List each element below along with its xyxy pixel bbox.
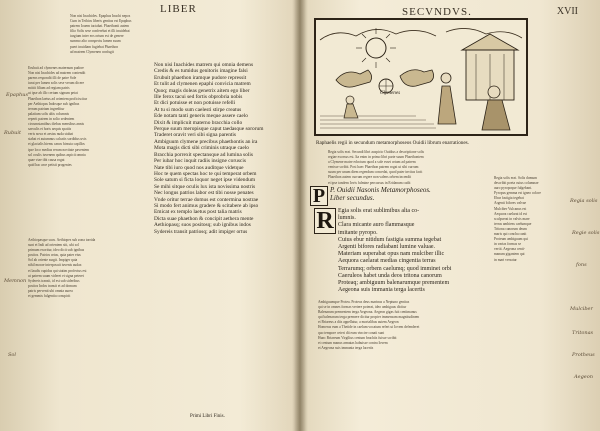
commentary-line: Argenti bifores valvae — [494, 201, 527, 206]
commentary-line: iurgium inter eos ortum est de genere — [70, 34, 124, 39]
book-end-mark: Primi Libri Finis. — [190, 414, 225, 419]
commentary-line: et gemmis fulgentia conspicit — [28, 294, 71, 299]
margin-note: Tritonas — [572, 330, 594, 336]
verse-line: Per iubar hoc inquit radiis insigne coruscis — [154, 158, 246, 165]
commentary-line: primum exoritur, ideo dicit sub ignibus — [28, 248, 85, 253]
left-commentary-top — [70, 14, 152, 64]
commentary-line: quid hac arce petisti progenies — [28, 162, 72, 167]
commentary-line: Mulciber Vulcanus est — [494, 206, 527, 211]
commentary-line: Regia solis erat. Secundi libri auspicio Ouidius a descriptione solis — [328, 150, 425, 154]
commentary-line: saeculis et horis aequis spatiis — [28, 127, 72, 132]
verse-line: Vnde oritur terrae domus est contermina nostrae — [154, 196, 259, 203]
right-verse-column — [338, 208, 488, 294]
commentary-line: ut ipse ab illo certum signum petat — [28, 91, 78, 96]
commentary-line: positos Indos transit et ad domum — [28, 283, 77, 288]
margin-note: Sol — [8, 352, 17, 358]
commentary-line: parens respondit illi de patre Sole — [28, 76, 77, 81]
commentary-line: Ambiguumque Protea. Proteus deus marinus a Neptuno genitus — [318, 300, 410, 304]
commentary-line: qui balenarum terga premere dicitur propter immensam magnitudinem — [318, 315, 420, 320]
commentary-line: patris pervenit ubi omnia aurea — [28, 288, 73, 293]
commentary-line: in mari versatur — [494, 257, 517, 262]
verse-line: Ede notam tanti generis meque assere caelo — [154, 113, 248, 120]
commentary-line: Non nisi Inachides. Epaphus Inachi nepos — [70, 14, 131, 18]
verse-line: Ille ferox tacui sed fortis obprobria nobis — [154, 94, 243, 101]
commentary-line: sculpserat in valvis mare — [494, 216, 530, 221]
right-page — [304, 0, 600, 431]
verse-line: imitante pyropo. — [338, 229, 378, 236]
commentary-line: Pyropus gemma est igneo colore — [494, 191, 541, 196]
commentary-line: Cum in Tethios liberis genitus est Epaphus — [70, 19, 132, 24]
verse-line: Argenti bifores radiabant lumine valuae. — [338, 244, 436, 251]
left-commentary-bottom — [28, 238, 278, 388]
left-commentary-middle — [28, 66, 150, 170]
book-heading-line-1: P. Ouidii Nasonis Metamorphoseos. — [330, 186, 431, 194]
commentary-line: manum gigantem qui — [494, 252, 525, 257]
commentary-line: a Clymene matre edoctum quod a sole esset ortum ad patrem — [328, 160, 416, 165]
verse-line: Se mihi sitque oculis lux ista novissima nostris — [154, 183, 256, 190]
verse-line: Sole satum si ficta loquor neget ipse videndum — [154, 177, 256, 184]
book-heading-line-2: Liber secundus. — [330, 194, 375, 202]
decorated-initial-p: P — [310, 186, 328, 206]
commentary-line: sol oculis iuvenem quibus aspicit omnia — [28, 152, 86, 157]
verse-line: Dixit & implicuit materno bracchia collo — [154, 119, 243, 126]
commentary-line: describit poeta cuius columnae — [494, 181, 539, 186]
verse-line: At tu si modo sum caelesti stirpe creatus — [154, 106, 242, 113]
verse-line: Erubuit phaethon iramque pudore repressit — [154, 74, 247, 81]
commentary-line: Aequora caelarat id est — [494, 211, 528, 216]
left-page — [0, 0, 296, 431]
verse-line: Terrarumq; orbem caelumq; quod imminet orbi — [338, 265, 452, 272]
verse-line: Ambiguum clymene precibus phaethontis an ira — [154, 138, 258, 145]
commentary-line: palatium solis altis columnis — [28, 111, 70, 116]
verse-line: Materiam superabat opus nam mulciber illic — [338, 251, 445, 258]
commentary-line: nihil morae interposuit iuvenis audax — [28, 263, 82, 268]
verse-line: Non nisi Inachides matrem qui omnia demens — [154, 62, 254, 68]
commentary-line: regiae exorsus est. Ita enim in primo libri parte suum Phaethontem — [328, 155, 424, 160]
commentary-line: Ebur fastigia tegebat — [494, 196, 524, 201]
commentary-line: venisse scribit. Post haec Phaethon patrem rogat ut sibi currum — [328, 165, 419, 170]
commentary-line: Balenarum prementem terga Aegeona. Aegeon gigas fuit centimanus — [318, 310, 417, 315]
commentary-line: auro pyropoque fulgebant. — [494, 186, 533, 191]
decorated-initial-r: R — [314, 208, 336, 234]
commentary-line: circumstantibus diebus mensibus annis — [28, 122, 84, 127]
commentary-line: Sydereis transit, id est sub sideribus — [28, 278, 80, 283]
commentary-line: Erubuit ad clymenes maternum pudore — [28, 66, 84, 70]
commentary-line: Phaethon laetus ad orientem proficiscitur — [28, 96, 88, 101]
commentary-line: iurat per lumen solis sese verum dicere — [28, 81, 85, 86]
commentary-line: Hunc Briareum Virgilius centum brachiis fuisse scribit — [318, 335, 397, 340]
verse-line: Nate tibi iuro quod nos auditque videtque — [154, 164, 244, 171]
woodcut-illustration — [314, 18, 528, 136]
commentary-line: Sol ab oriente surgit. Impiger quia — [28, 258, 78, 263]
verse-line: Credis & es tumidus genitoris imagine falsi — [154, 68, 248, 75]
commentary-line: reperit patrem in solio sedentem — [28, 116, 75, 121]
margin-note: Aegeon — [574, 374, 593, 380]
commentary-line: ad matrem Clymenen confugit — [70, 49, 114, 54]
commentary-line: quo tempore ceteri dii eum vincire conati sunt — [318, 330, 385, 335]
commentary-line: in varias formas se — [494, 242, 522, 247]
margin-note: Rubuit — [4, 130, 22, 136]
commentary-line: stabat et autumnus calcatis sordidus uvis — [28, 137, 87, 142]
commentary-line: filio Solis sese conferebat et illi inuidebat — [70, 29, 130, 34]
margin-note: Regia solis — [570, 198, 598, 204]
chapter-caption: Raphaelis regii in secundum metamorphoseos Ouidii librum enarrationes. — [316, 140, 469, 146]
left-running-head: LIBER — [160, 3, 197, 15]
margin-note: Mulciber — [570, 306, 593, 312]
verse-line: Mota magis dicti sibi criminis utraque caelo — [154, 145, 249, 152]
commentary-line: mittit filium ad regiam patris — [28, 86, 70, 91]
commentary-line: et Briareus a diis appellatur, a mortalibus autem Aegeon — [318, 320, 399, 325]
commentary-line: vertit. Aegeona centi- — [494, 247, 526, 252]
verse-line: Bracchia porrexit spectansque ad lumina solis — [154, 151, 253, 158]
commentary-line: patrem Iouem iactabat. Phaethonti autem — [70, 24, 129, 29]
verse-line: Et dici potuisse et non potuisse refelli — [154, 100, 236, 107]
verse-line: Aegeona suis immania terga lacertis — [338, 287, 425, 294]
commentary-line: et centum manus armatas habuisse contra Iovem — [318, 340, 388, 345]
commentary-line: suum per unum diem regendum concedat, quod pater invitus facit — [328, 170, 423, 175]
commentary-line: summo alto conspectu lumen suum — [70, 39, 121, 44]
commentary-line: sunt et Indi ad orientem siti, ubi sol — [28, 243, 79, 248]
margin-note: Protheus — [572, 352, 595, 358]
right-commentary-side — [494, 176, 568, 286]
verse-line: Emicat ex templo laetus post talia matris — [154, 209, 242, 216]
commentary-line: terras ambiens caelumque — [494, 221, 532, 226]
commentary-line: veris nova et aestas nuda stabat — [28, 132, 74, 137]
margin-note: Memnon — [4, 278, 27, 284]
commentary-line: et glacialis hiems canos hirsuta capillos — [28, 142, 85, 147]
commentary-line: Proteum ambiguum qui — [494, 237, 528, 242]
commentary-line: ipse loco medius rerum novitate paventem — [28, 147, 89, 152]
commentary-line: Homerus eum a Thetide in caelum vocatum refert ut Iovem defenderet — [318, 325, 420, 330]
verse-line: Aethiopasq; suos positosq; sub ignibus indos — [154, 222, 251, 229]
verse-line: Dicta suae phaethon & concipit aethera mente — [154, 215, 254, 222]
verse-line: Traderet oravit veri sibi signa parentis — [154, 132, 236, 139]
commentary-line: qui se in omnes formas vertere poterat, ideo ambiguus dicitur — [318, 305, 407, 310]
commentary-line: positos. Patrios ortus, quia pater eius — [28, 253, 81, 258]
verse-line: Hoc te quem spectas hoc te qui temperat orbem — [154, 170, 257, 177]
commentary-line: maris qui concha canit — [494, 232, 527, 237]
margin-note: Regie solis — [572, 230, 600, 236]
commentary-line: et laudis cupidus qui statim profectus est — [28, 268, 87, 273]
verse-line: Clara micante auro flammasque — [338, 222, 415, 229]
verse-line: Caeruleos habet unda deos tritona canorum — [338, 272, 442, 279]
commentary-line: pueri inuidiam fugiebat Phaethon — [70, 44, 119, 49]
verse-line: Aequora caelarat medias cingentia terras — [338, 258, 436, 265]
verse-line: Proteaq; ambiguum balenarumque prementem — [338, 280, 450, 287]
woodcut-drawing — [316, 20, 526, 134]
commentary-line: quae viae tibi causa rogat — [28, 157, 65, 162]
verse-line: Quoq; magis doleas genetrix aitem ego liber — [154, 87, 250, 94]
book-heading — [330, 186, 431, 202]
verse-line: Et tulit ad clymenen epaphi convicia matrem — [154, 81, 251, 88]
commentary-line: per Aethiopas Indosque sub ignibus — [28, 101, 80, 106]
folio-number: XVII — [556, 6, 578, 17]
verse-line: Si modo fert animus gradere & scitabere ab ipso — [154, 202, 259, 209]
left-verse-column — [154, 62, 286, 235]
verse-line: Sydereis transit patriosq; adit impiger ortus — [154, 228, 248, 235]
verse-line: lumnis. — [338, 215, 356, 222]
right-commentary-bottom — [318, 300, 568, 420]
margin-note: Epaphus — [6, 92, 29, 98]
verse-line: Perque suum meropisque caput taedasque sororum — [154, 126, 264, 133]
verse-line: Egia solis erat sublimibus alta co- — [338, 208, 420, 214]
commentary-line: et Aegeona suis immania terga lacertis — [318, 345, 374, 350]
commentary-line: et ipse tandem Iovis fulmine percussus in Eridanum cadit — [328, 180, 411, 185]
woodcut-label: Clymenes — [380, 90, 401, 96]
right-running-head: SECVNDVS. — [402, 6, 472, 18]
commentary-line: Phaethon autem currum regere non valens orbem incendit — [328, 175, 412, 180]
commentary-line: Tritona canorum deum — [494, 226, 527, 231]
commentary-line: Non nisi Inachides ad matrem contendit — [28, 71, 86, 76]
verse-line: Nec longus patrios labor est tibi nosse penates — [154, 190, 254, 197]
commentary-line: terram patriam ingreditur — [28, 106, 65, 111]
verse-line: Cuius ebur nitidum fastigia summa tegebat — [338, 236, 442, 243]
commentary-line: Aethiopasque suos. Aethiopes sub zona torrida — [28, 238, 96, 242]
commentary-line: ut patrem suum videret et signa peteret — [28, 273, 84, 278]
margin-note: fons — [576, 262, 587, 268]
commentary-line: Regia solis erat. Solis domum — [494, 176, 538, 180]
